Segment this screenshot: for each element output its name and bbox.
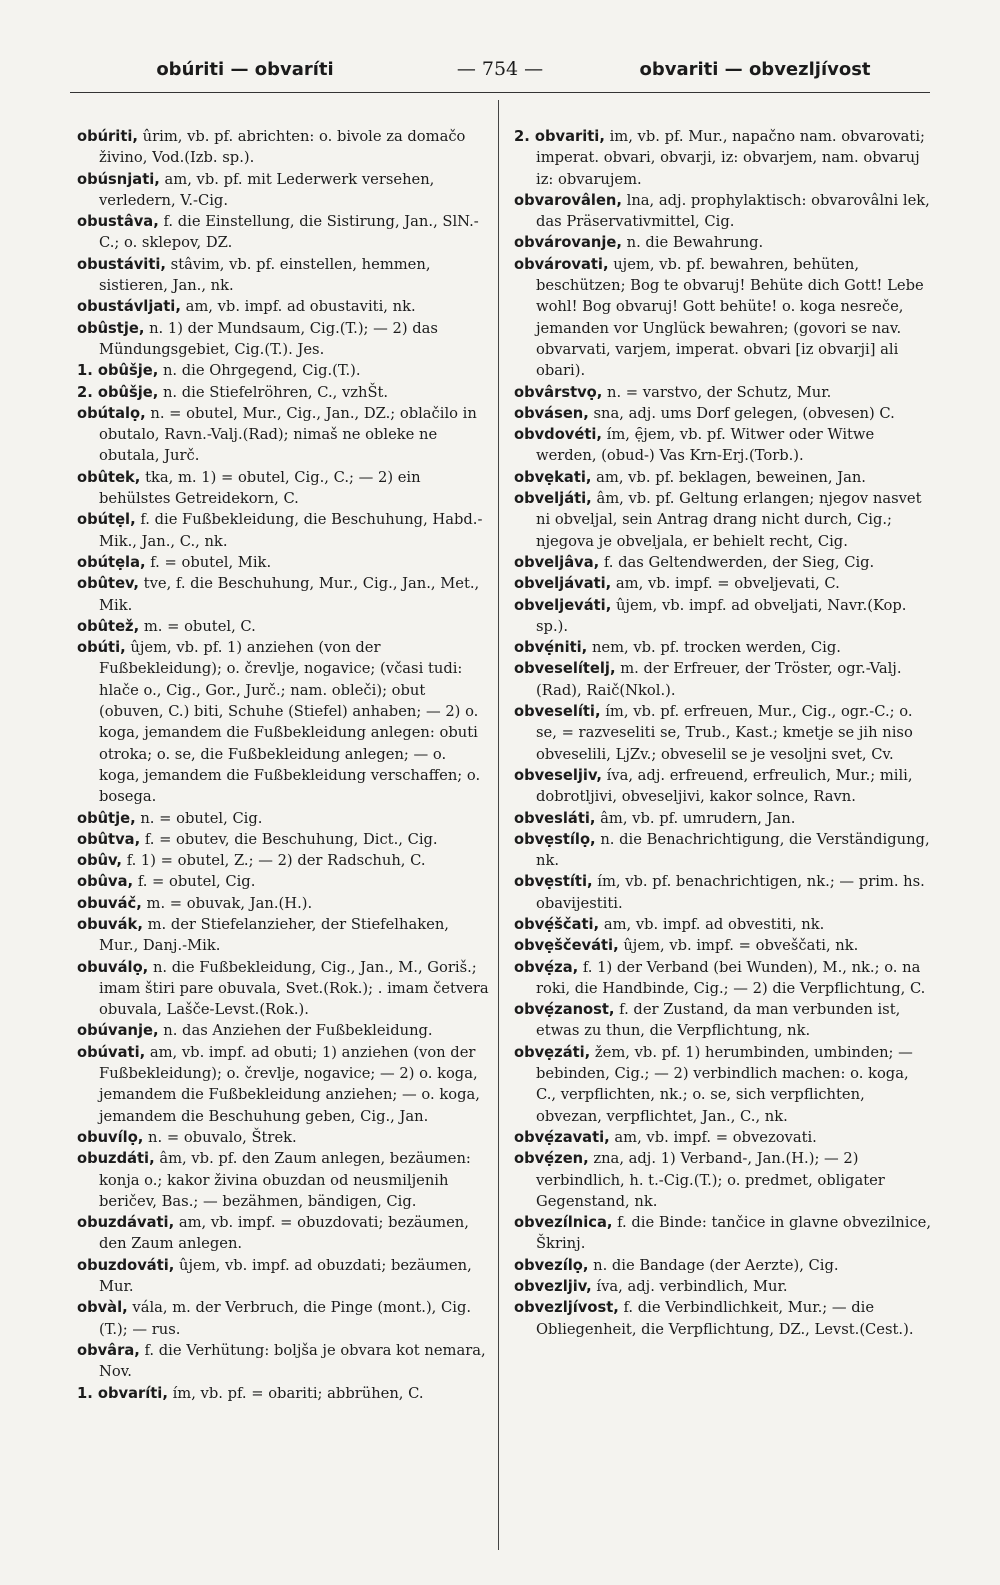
dictionary-entry xyxy=(514,1127,932,1148)
dictionary-entry xyxy=(77,871,489,892)
entry-headword: obuvák, xyxy=(77,915,143,933)
dictionary-entry xyxy=(514,254,932,382)
entry-headword: obvárovati, xyxy=(514,255,609,273)
entry-definition: f. die Binde: tančice in glavne obvezilnice, Škrinj. xyxy=(536,1214,932,1253)
dictionary-entry xyxy=(77,552,489,573)
entry-definition: f. der Zustand, da man verbunden ist, etwas zu thun, die Verpflichtung, nk. xyxy=(536,1001,901,1040)
header-left-guide-words: obúriti — obvaríti xyxy=(156,59,334,80)
dictionary-entry xyxy=(514,552,932,573)
entry-headword: obuzdáti, xyxy=(77,1150,155,1168)
entry-definition: sna, adj. ums Dorf gelegen, (obvesen) C. xyxy=(593,404,895,422)
entry-definition: f. die Fußbekleidung, die Beschuhung, Habd.-Mik., Jan., C., nk. xyxy=(99,511,483,550)
dictionary-entry xyxy=(514,467,932,488)
entry-definition: zna, adj. 1) Verband-, Jan.(H.); — 2) verbindlich, h. t.-Cig.(T.); o. predmet, obligater Gegenstand, nk. xyxy=(536,1150,885,1210)
entry-headword: obvârstvọ, xyxy=(514,383,603,401)
dictionary-entry xyxy=(77,893,489,914)
entry-definition: f. 1) = obutel, Z.; — 2) der Radschuh, C. xyxy=(126,852,426,870)
entry-definition: n. die Benachrichtigung, die Verständigung, nk. xyxy=(536,830,930,870)
dictionary-entry xyxy=(77,382,489,403)
dictionary-entry xyxy=(514,190,932,233)
entry-headword: obútẹl, xyxy=(77,511,136,529)
dictionary-entry xyxy=(77,1255,489,1298)
entry-definition: am, vb. pf. mit Lederwerk versehen, verledern, V.-Cig. xyxy=(99,170,435,209)
entry-definition: nem, vb. pf. trocken werden, Cig. xyxy=(591,639,841,657)
dictionary-entry xyxy=(514,232,932,253)
entry-headword: obvesláti, xyxy=(514,809,596,827)
entry-headword: obveselítelj, xyxy=(514,660,616,678)
entry-headword: 1. obvaríti, xyxy=(77,1384,168,1402)
entry-headword: obveseljiv, xyxy=(514,766,602,784)
entry-definition: f. das Geltendwerden, der Sieg, Cig. xyxy=(603,553,875,571)
entry-definition: n. = obutel, Mur., Cig., Jan., DZ.; oblačilo in obutalo, Ravn.-Valj.(Rad); nimaš ne obleke ne obutala, Jurč. xyxy=(99,404,477,465)
entry-definition: f. die Verbindlichkeit, Mur.; — die Obliegenheit, die Verpflichtung, DZ., Levst.(Cest.). xyxy=(536,1299,914,1338)
dictionary-entry xyxy=(514,382,932,403)
entry-headword: 2. obvariti, xyxy=(514,128,605,145)
entry-definition: ím, vb. pf. = obariti; abbrühen, C. xyxy=(172,1384,424,1402)
entry-headword: obvásen, xyxy=(514,404,589,422)
entry-definition: n. 1) der Mundsaum, Cig.(T.); — 2) das Mündungsgebiet, Cig.(T.). Jes. xyxy=(99,319,438,358)
dictionary-entry xyxy=(77,1383,489,1404)
dictionary-entry xyxy=(77,1020,489,1041)
entry-headword: obúvati, xyxy=(77,1043,146,1061)
dictionary-entry xyxy=(514,871,932,914)
dictionary-entry xyxy=(77,616,489,637)
dictionary-entry xyxy=(77,254,489,297)
entry-headword: obvdovéti, xyxy=(514,426,602,444)
dictionary-entry xyxy=(77,211,489,254)
dictionary-entry xyxy=(77,829,489,850)
entry-headword: obvezílọ, xyxy=(514,1256,589,1274)
entry-definition: n. die Bandage (der Aerzte), Cig. xyxy=(593,1256,839,1274)
entry-definition: tka, m. 1) = obutel, Cig., C.; — 2) ein behülstes Getreidekorn, C. xyxy=(99,468,421,508)
header-right-guide-words: obvariti — obvezljívost xyxy=(639,59,871,80)
entry-headword: obustávljati, xyxy=(77,298,181,316)
dictionary-entry xyxy=(514,488,932,552)
entry-headword: obútẹla, xyxy=(77,553,146,571)
dictionary-entry xyxy=(514,1148,932,1212)
dictionary-entry xyxy=(77,360,489,381)
entry-headword: obvẹ́zanost, xyxy=(514,1001,615,1019)
entry-headword: obvárovanje, xyxy=(514,234,622,252)
entry-definition: n. das Anziehen der Fußbekleidung. xyxy=(163,1022,433,1040)
page-number: — 754 — xyxy=(456,58,544,80)
entry-definition: m. = obutel, C. xyxy=(143,617,256,635)
entry-headword: obvarovâlen, xyxy=(514,191,622,209)
entry-definition: am, vb. impf. ad obustaviti, nk. xyxy=(185,298,416,316)
dictionary-entry xyxy=(77,957,489,1021)
entry-definition: ûjem, vb. impf. = obveščati, nk. xyxy=(623,937,859,955)
dictionary-entry xyxy=(514,914,932,935)
entry-definition: f. die Einstellung, die Sistirung, Jan., SlN.-C.; o. sklepov, DZ. xyxy=(99,213,479,252)
entry-headword: obvẹstíti, xyxy=(514,873,593,891)
dictionary-entry xyxy=(514,999,932,1042)
dictionary-entry xyxy=(77,914,489,957)
dictionary-entry xyxy=(77,573,489,616)
entry-headword: obvẹ́ščati, xyxy=(514,915,600,933)
entry-headword: obveljávati, xyxy=(514,575,612,593)
header-rule xyxy=(70,92,930,93)
entry-headword: obúsnjati, xyxy=(77,170,160,188)
entry-headword: obvẹščeváti, xyxy=(514,937,619,955)
entry-definition: ím, vb. pf. erfreuen, Mur., Cig., ogr.-C.; o. se, = razveseliti se, Trub., Kast.; kmetje se jih niso obveselili, LjZv.; obveselil se je vesoljni svet, Cv. xyxy=(536,703,913,763)
dictionary-entry xyxy=(77,169,489,212)
entry-definition: f. = obutel, Mik. xyxy=(150,553,272,571)
entry-definition: n. = obuvalo, Štrek. xyxy=(148,1128,297,1146)
entry-headword: obûtev, xyxy=(77,575,139,593)
entry-definition: m. der Stiefelanzieher, der Stiefelhaken, Mur., Danj.-Mik. xyxy=(99,915,449,955)
entry-headword: obvezljívost, xyxy=(514,1299,619,1317)
dictionary-entry xyxy=(77,808,489,829)
dictionary-entry xyxy=(514,403,932,424)
dictionary-entry xyxy=(77,1212,489,1255)
dictionary-entry xyxy=(514,935,932,956)
dictionary-entry xyxy=(77,126,489,169)
dictionary-entry xyxy=(514,637,932,658)
dictionary-entry xyxy=(77,1127,489,1148)
entry-headword: obveselíti, xyxy=(514,703,601,721)
entry-definition: ûjem, vb. pf. 1) anziehen (von der Fußbekleidung); o. črevlje, nogavice; (včasi tudi: hlače o., Cig., Gor., Jurč.; nam. obleči); obut (obuven, C.) biti, Schuhe (Stiefel) anhaben; — 2) o. koga, jemandem die Fußbekleidung anlegen: obuti otroka; o. se, die Fußbekleidung anlegen; — o. koga, jemandem die Fußbekleidung verschaffen; o. bosega. xyxy=(99,639,481,806)
dictionary-entry xyxy=(77,296,489,317)
page-header xyxy=(70,58,930,88)
dictionary-entry xyxy=(77,850,489,871)
entry-headword: obútalọ, xyxy=(77,404,146,422)
entry-headword: obúriti, xyxy=(77,128,138,145)
entry-headword: obvẹkati, xyxy=(514,468,592,486)
entry-headword: obûtež, xyxy=(77,617,140,635)
entry-definition: n. = obutel, Cig. xyxy=(140,809,263,827)
entry-headword: obveljáti, xyxy=(514,490,592,508)
entry-headword: obûv, xyxy=(77,852,123,870)
entry-headword: obvẹ́za, xyxy=(514,958,579,976)
entry-headword: obûva, xyxy=(77,873,134,891)
entry-definition: am, vb. impf. = obvezovati. xyxy=(614,1128,817,1146)
dictionary-entry xyxy=(514,1276,932,1297)
entry-headword: obuzdávati, xyxy=(77,1214,175,1232)
entry-definition: ûjem, vb. impf. ad obveljati, Navr.(Kop. sp.). xyxy=(536,596,907,635)
entry-definition: n. die Stiefelröhren, C., vzhŠt. xyxy=(162,383,389,401)
entry-headword: obvẹ́niti, xyxy=(514,639,588,657)
dictionary-entry xyxy=(514,829,932,872)
entry-headword: obveljeváti, xyxy=(514,596,612,614)
entry-headword: 2. obûšje, xyxy=(77,383,159,401)
dictionary-entry xyxy=(514,1255,932,1276)
entry-headword: obvàl, xyxy=(77,1299,128,1317)
entry-definition: am, vb. impf. ad obuti; 1) anziehen (von der Fußbekleidung); o. črevlje, nogavice; — 2) o. koga, jemandem die Fußbekleidung anziehen; — o. koga, jemandem die Beschuhung geben, Cig., Jan. xyxy=(99,1043,480,1125)
entry-headword: obuzdováti, xyxy=(77,1256,175,1274)
entry-headword: obuváč, xyxy=(77,894,142,912)
entry-headword: obvezílnica, xyxy=(514,1214,613,1232)
entry-definition: ím, ẹ̑jem, vb. pf. Witwer oder Witwe werden, (obud-) Vas Krn-Erj.(Torb.). xyxy=(536,426,875,465)
dictionary-entry xyxy=(514,957,932,1000)
left-column xyxy=(77,126,489,1404)
entry-definition: am, vb. pf. beklagen, beweinen, Jan. xyxy=(596,468,866,486)
entry-definition: íva, adj. erfreuend, erfreulich, Mur.; mili, dobrotljivi, obveseljivi, kakor solnce, Ravn. xyxy=(536,766,913,806)
entry-definition: m. der Erfreuer, der Tröster, ogr.-Valj.(Rad), Raič(Nkol.). xyxy=(536,660,902,699)
entry-headword: obveljâva, xyxy=(514,553,600,571)
entry-definition: ím, vb. pf. benachrichtigen, nk.; — prim. hs. obavijestiti. xyxy=(536,873,925,912)
entry-definition: f. die Verhütung: boljša je obvara kot nemara, Nov. xyxy=(99,1341,486,1381)
dictionary-entry xyxy=(514,1297,932,1340)
entry-headword: obustâva, xyxy=(77,213,159,231)
entry-headword: obuvílọ, xyxy=(77,1128,144,1146)
dictionary-entry xyxy=(77,1148,489,1212)
entry-definition: am, vb. impf. = obveljevati, C. xyxy=(615,575,840,593)
entry-definition: vála, m. der Verbruch, die Pinge (mont.), Cig.(T.); — rus. xyxy=(99,1299,472,1338)
entry-definition: n. die Ohrgegend, Cig.(T.). xyxy=(162,362,361,380)
entry-headword: obustáviti, xyxy=(77,255,166,273)
entry-headword: 1. obûšje, xyxy=(77,362,159,380)
dictionary-entry xyxy=(77,318,489,361)
entry-definition: ûrim, vb. pf. abrichten: o. bivole za domačo živino, Vod.(Izb. sp.). xyxy=(99,128,466,167)
entry-definition: âm, vb. pf. den Zaum anlegen, bezäumen: konja o.; kakor živina obuzdan od neusmiljenih beričev, Bas.; — bezähmen, bändigen, Cig. xyxy=(99,1150,471,1210)
entry-definition: am, vb. impf. ad obvestiti, nk. xyxy=(603,915,825,933)
column-divider xyxy=(498,100,499,1550)
entry-headword: obvezljiv, xyxy=(514,1278,592,1296)
dictionary-entry xyxy=(514,1212,932,1255)
entry-definition: žem, vb. pf. 1) herumbinden, umbinden; — bebinden, Cig.; — 2) verbindlich machen: o. koga, C., verpflichten, nk.; o. se, sich verpflichten, obvezan, verpflichtet, Jan., C., nk. xyxy=(536,1043,913,1125)
entry-definition: âm, vb. pf. Geltung erlangen; njegov nasvet ni obveljal, sein Antrag drang nicht durch, Cig.; njegova je obveljala, er behielt recht, Cig. xyxy=(536,490,922,550)
entry-headword: obûstje, xyxy=(77,319,145,337)
entry-definition: n. die Bewahrung. xyxy=(626,234,764,252)
dictionary-entry xyxy=(514,765,932,808)
entry-definition: m. = obuvak, Jan.(H.). xyxy=(146,894,313,912)
dictionary-entry xyxy=(77,403,489,467)
entry-definition: f. = obutev, die Beschuhung, Dict., Cig. xyxy=(144,830,438,848)
right-column xyxy=(514,126,932,1340)
dictionary-entry xyxy=(514,126,932,190)
entry-headword: obûtje, xyxy=(77,809,136,827)
dictionary-entry xyxy=(514,424,932,467)
entry-headword: obûtva, xyxy=(77,830,141,848)
entry-definition: f. = obutel, Cig. xyxy=(137,873,256,891)
entry-definition: f. 1) der Verband (bei Wunden), M., nk.; o. na roki, die Handbinde, Cig.; — 2) die Verpflichtung, C. xyxy=(536,958,926,997)
entry-headword: obvẹ́zavati, xyxy=(514,1128,610,1146)
entry-headword: obúvanje, xyxy=(77,1022,159,1040)
entry-headword: obuválọ, xyxy=(77,958,149,976)
entry-definition: ûjem, vb. impf. ad obuzdati; bezäumen, Mur. xyxy=(99,1256,472,1296)
dictionary-entry xyxy=(77,1297,489,1340)
entry-headword: obvâra, xyxy=(77,1341,140,1359)
entry-definition: tve, f. die Beschuhung, Mur., Cig., Jan., Met., Mik. xyxy=(99,575,480,614)
entry-definition: lna, adj. prophylaktisch: obvarovâlni lek, das Präservativmittel, Cig. xyxy=(536,191,930,231)
entry-definition: am, vb. impf. = obuzdovati; bezäumen, den Zaum anlegen. xyxy=(99,1214,469,1253)
dictionary-entry xyxy=(514,1042,932,1127)
dictionary-entry xyxy=(77,509,489,552)
entry-headword: obvẹ́zen, xyxy=(514,1150,589,1168)
dictionary-entry xyxy=(514,658,932,701)
entry-definition: âm, vb. pf. umrudern, Jan. xyxy=(600,809,796,827)
entry-definition: n. = varstvo, der Schutz, Mur. xyxy=(607,383,832,401)
dictionary-entry xyxy=(514,595,932,638)
entry-definition: stâvim, vb. pf. einstellen, hemmen, sistieren, Jan., nk. xyxy=(99,255,431,295)
entry-headword: obvẹzáti, xyxy=(514,1043,591,1061)
dictionary-entry xyxy=(77,1042,489,1127)
dictionary-entry xyxy=(514,573,932,594)
entry-definition: im, vb. pf. Mur., napačno nam. obvarovati; imperat. obvari, obvarji, iz: obvarjem, nam. obvaruj iz: obvarujem. xyxy=(536,128,925,188)
entry-headword: obûtek, xyxy=(77,468,141,486)
dictionary-entry xyxy=(77,637,489,807)
dictionary-entry xyxy=(514,701,932,765)
entry-definition: íva, adj. verbindlich, Mur. xyxy=(596,1278,788,1296)
dictionary-entry xyxy=(514,808,932,829)
entry-headword: obvẹstílọ, xyxy=(514,830,596,848)
entry-definition: ujem, vb. pf. bewahren, behüten, beschützen; Bog te obvaruj! Behüte dich Gott! Lebe wohl! Bog obvaruj! Gott behüte! o. koga nesreče, jemanden vor Unglück bewahren; (govori se nav. obvarvati, varjem, imperat. obvari [iz obvarji] ali obari). xyxy=(536,255,924,380)
dictionary-entry xyxy=(77,467,489,510)
entry-headword: obúti, xyxy=(77,639,126,657)
entry-definition: n. die Fußbekleidung, Cig., Jan., M., Goriš.; imam štiri pare obuvala, Svet.(Rok.); . imam četvera obuvala, Lašče-Levst.(Rok.). xyxy=(99,958,489,1019)
dictionary-entry xyxy=(77,1340,489,1383)
